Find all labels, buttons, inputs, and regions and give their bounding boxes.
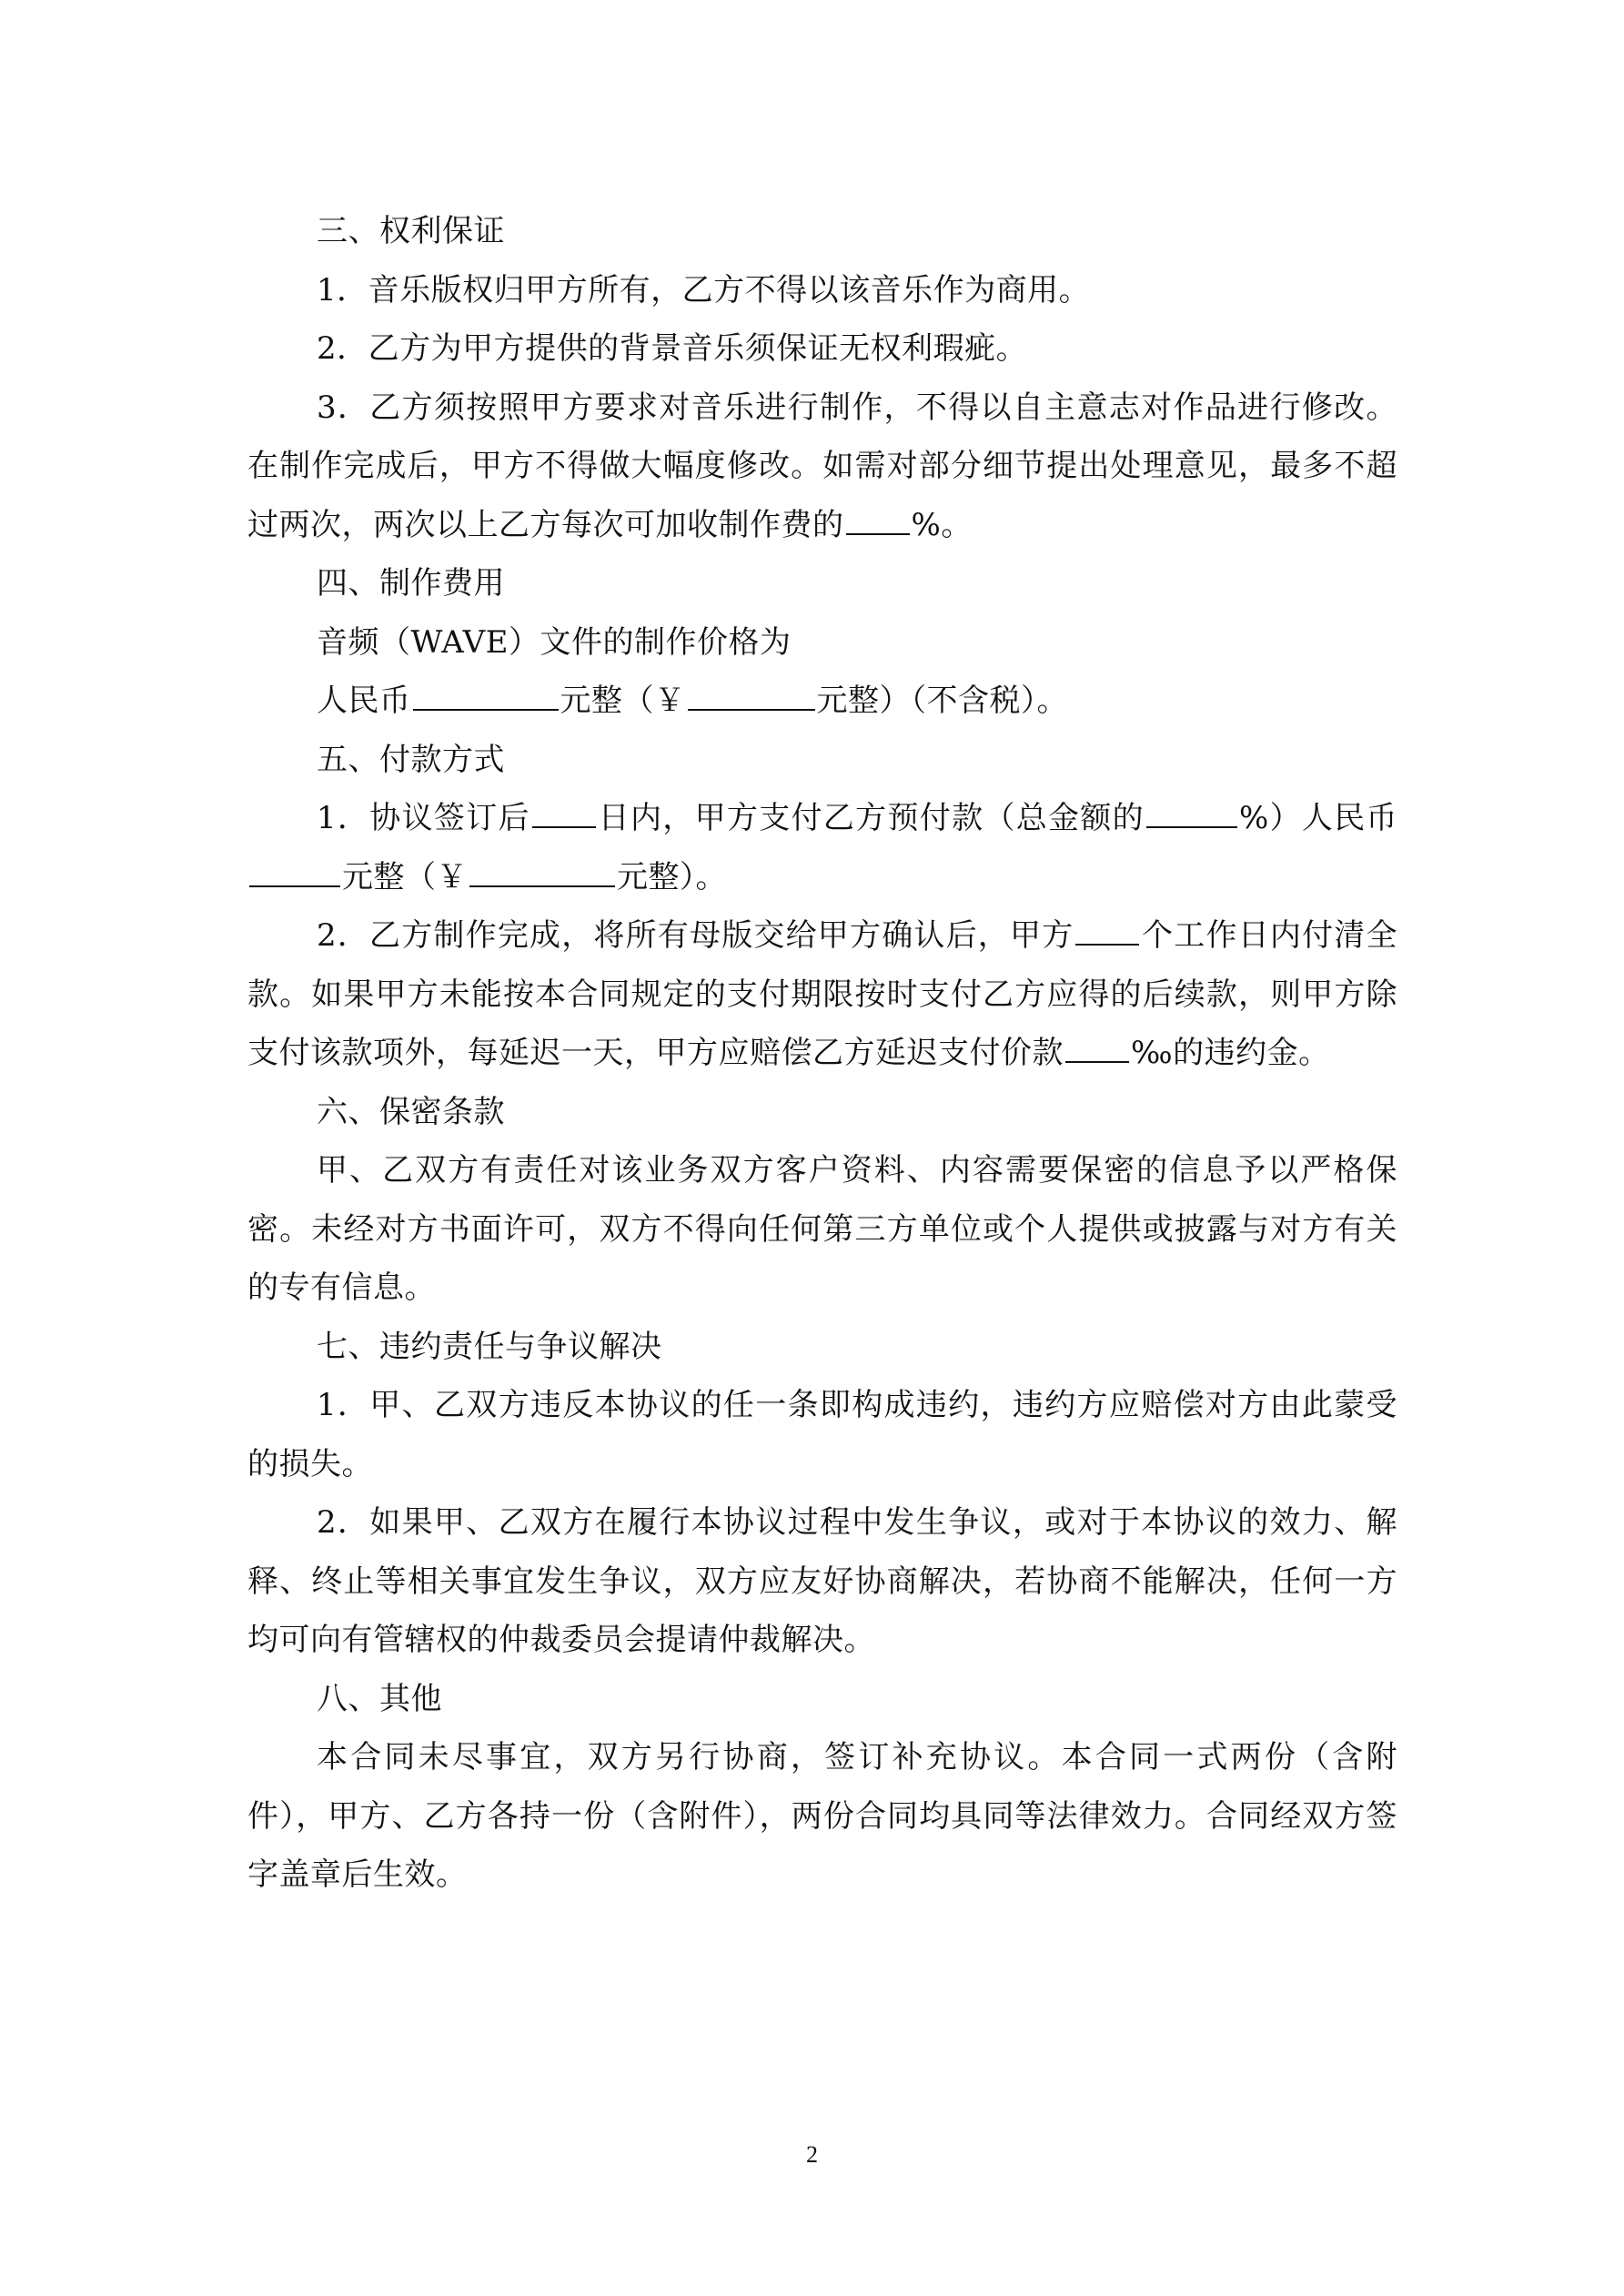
s5-p2-part-c: ‰的违约金。 <box>1131 1035 1330 1071</box>
document-body <box>247 202 1397 1905</box>
section-6-heading: 六、保密条款 <box>317 1093 505 1130</box>
section-8-heading: 八、其他 <box>317 1680 442 1717</box>
yuan-label: 元整（￥ <box>560 683 686 719</box>
rmb-label: 人民币 <box>317 683 411 719</box>
section-4-heading: 四、制作费用 <box>317 565 505 602</box>
days-blank <box>532 797 596 828</box>
rmb-amount-blank <box>413 680 559 711</box>
section-3-item-3 <box>247 379 1397 555</box>
s5-p2-part-b: 个工作日内付清全款。如果甲方未能按本合同规定的支付期限按时支付乙方应得的后续款，则甲方除支付该款项外，每延迟一天，甲方应赔偿乙方延迟支付价款 <box>247 917 1397 1071</box>
s5-p1-part-b: 日内，甲方支付乙方预付款（总金额的 <box>597 800 1145 836</box>
section-7-item-1: 1．甲、乙双方违反本协议的任一条即构成违约，违约方应赔偿对方由此蒙受的损失。 <box>247 1387 1397 1482</box>
s5-p1-part-d: 元整（￥ <box>342 858 468 895</box>
section-3-item-2: 2．乙方为甲方提供的背景音乐须保证无权利瑕疵。 <box>317 330 1028 367</box>
section-5-item-1 <box>247 789 1397 906</box>
s5-p2-part-a: 2．乙方制作完成，将所有母版交给甲方确认后，甲方 <box>317 917 1074 954</box>
section-7-heading: 七、违约责任与争议解决 <box>317 1328 662 1365</box>
s5-p1-part-c: %）人民币 <box>1238 800 1398 836</box>
prepay-yen-blank <box>469 856 615 887</box>
section-5-item-2 <box>247 906 1397 1083</box>
section-3-item-3-text: 3．乙方须按照甲方要求对音乐进行制作，不得以自主意志对作品进行修改。在制作完成后，甲方不得做大幅度修改。如需对部分细节提出处理意见，最多不超过两次，两次以上乙方每次可加收制作费的 <box>247 389 1397 543</box>
yen-amount-blank <box>688 680 815 711</box>
fee-percent-blank <box>846 504 910 535</box>
prepay-rmb-blank <box>249 856 340 887</box>
section-6-body: 甲、乙双方有责任对该业务双方客户资料、内容需要保密的信息予以严格保密。未经对方书面许可，双方不得向任何第三方单位或个人提供或披露与对方有关的专有信息。 <box>247 1152 1397 1306</box>
tax-note: 元整）（不含税）。 <box>816 683 1068 719</box>
section-5-heading: 五、付款方式 <box>317 741 505 778</box>
section-3-heading: 三、权利保证 <box>317 213 505 249</box>
workdays-blank <box>1075 915 1139 946</box>
section-8-body: 本合同未尽事宜，双方另行协商，签订补充协议。本合同一式两份（含附件），甲方、乙方各持一份（含附件），两份合同均具同等法律效力。合同经双方签字盖章后生效。 <box>247 1739 1397 1893</box>
penalty-permille-blank <box>1065 1032 1129 1063</box>
page-number: 2 <box>806 2141 818 2168</box>
section-3-item-3-suffix: %。 <box>911 506 973 543</box>
s5-p1-part-a: 1．协议签订后 <box>317 800 530 836</box>
prepay-percent-blank <box>1146 797 1237 828</box>
section-3-item-1: 1．音乐版权归甲方所有，乙方不得以该音乐作为商用。 <box>317 271 1091 308</box>
s5-p1-part-e: 元整）。 <box>617 858 727 895</box>
section-7-item-2: 2．如果甲、乙双方在履行本协议过程中发生争议，或对于本协议的效力、解释、终止等相关事宜发生争议，双方应友好协商解决，若协商不能解决，任何一方均可向有管辖权的仲裁委员会提请仲裁解决。 <box>247 1504 1397 1658</box>
section-4-price-intro: 音频（WAVE）文件的制作价格为 <box>317 623 792 661</box>
section-4-price-line <box>247 672 1397 731</box>
